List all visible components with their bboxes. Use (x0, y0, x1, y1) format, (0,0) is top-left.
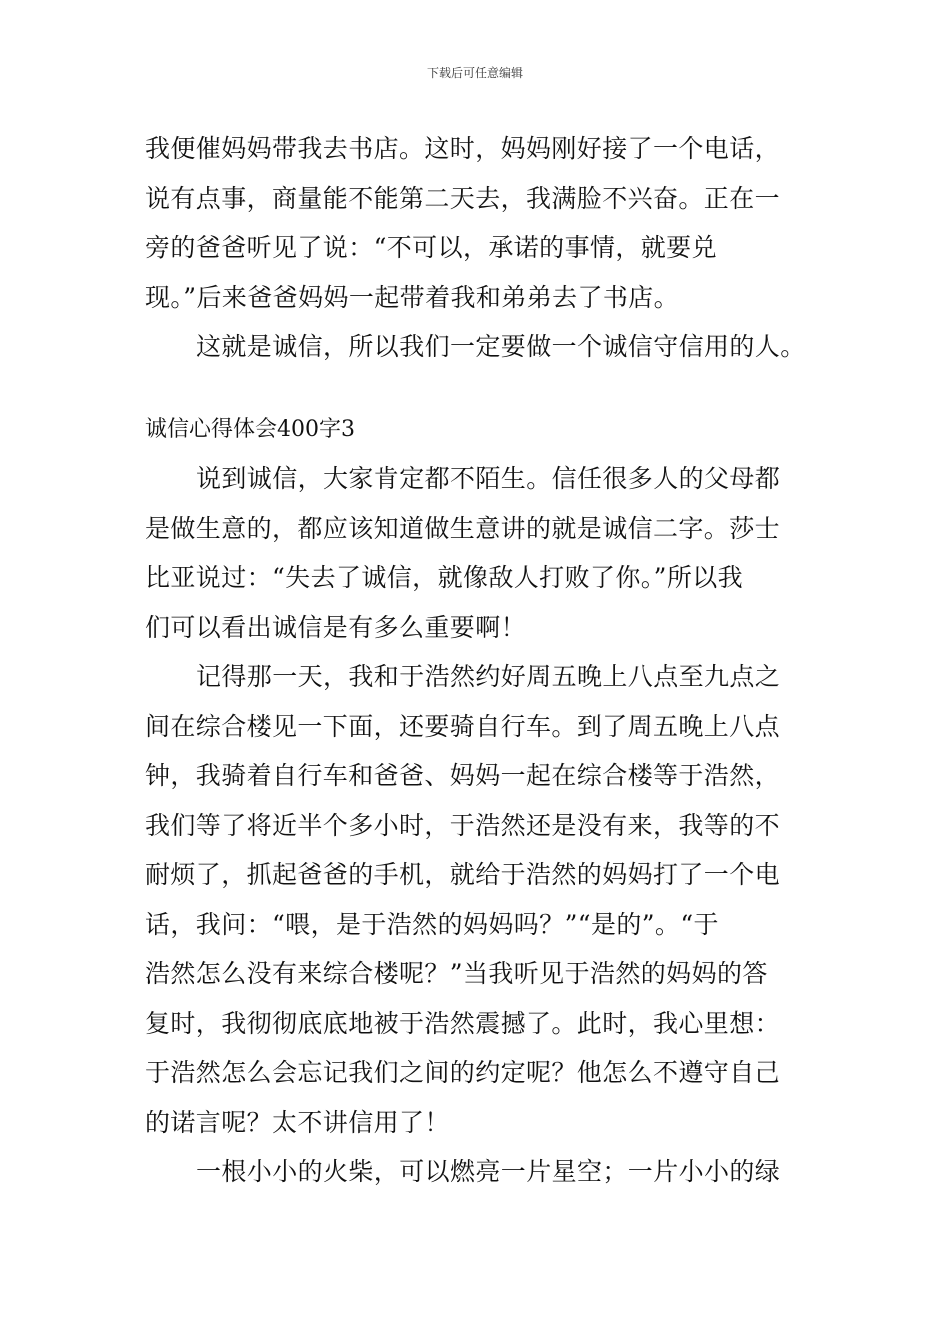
document-body (145, 124, 809, 1197)
text-line: 我便催妈妈带我去书店。这时，妈妈刚好接了一个电话， (145, 134, 781, 163)
page-header: 下载后可任意编辑 (426, 66, 523, 80)
paragraph-2 (145, 322, 809, 372)
section-heading-block (145, 405, 809, 455)
text-line: 耐烦了，抓起爸爸的手机，就给于浩然的妈妈打了一个电 (145, 860, 781, 889)
text-line: 复时，我彻彻底底地被于浩然震撼了。此时，我心里想： (145, 1008, 781, 1038)
text-line: 这就是诚信，所以我们一定要做一个诚信守信用的人。 (196, 332, 806, 361)
paragraph-4 (145, 652, 809, 1147)
text-line: 说到诚信，大家肯定都不陌生。信任很多人的父母都 (196, 464, 781, 493)
text-line: 旁的爸爸听见了说：“不可以，承诺的事情，就要兑 (145, 233, 717, 262)
text-line: 的诺言呢？太不讲信用了！ (145, 1107, 450, 1137)
text-line: 是做生意的，都应该知道做生意讲的就是诚信二字。莎士 (145, 513, 781, 543)
text-line: 钟，我骑着自行车和爸爸、妈妈一起在综合楼等于浩然， (145, 761, 781, 790)
text-line: 一根小小的火柴，可以燃亮一片星空；一片小小的绿 (196, 1157, 781, 1186)
text-line: 间在综合楼见一下面，还要骑自行车。到了周五晚上八点 (145, 711, 781, 741)
section-heading: 诚信心得体会400字3 (145, 416, 355, 442)
paragraph-5 (145, 1147, 809, 1197)
text-line: 浩然怎么没有来综合楼呢？”当我听见于浩然的妈妈的答 (145, 959, 768, 988)
text-line: 比亚说过：“失去了诚信，就像敌人打败了你。”所以我 (145, 563, 744, 592)
text-line: 记得那一天，我和于浩然约好周五晚上八点至九点之 (196, 662, 781, 691)
text-line: 说有点事，商量能不能第二天去，我满脸不兴奋。正在一 (145, 183, 781, 213)
paragraph-3 (145, 454, 809, 652)
spacer (145, 372, 809, 405)
paragraph-1 (145, 124, 809, 322)
text-line: 话，我问：“喂，是于浩然的妈妈吗？”“是的”。“于 (145, 909, 719, 939)
text-line: 于浩然怎么会忘记我们之间的约定呢？他怎么不遵守自己 (145, 1058, 781, 1087)
text-line: 我们等了将近半个多小时，于浩然还是没有来，我等的不 (145, 810, 781, 840)
text-line: 们可以看出诚信是有多么重要啊！ (145, 612, 527, 642)
text-line: 现。”后来爸爸妈妈一起带着我和弟弟去了书店。 (145, 282, 680, 312)
